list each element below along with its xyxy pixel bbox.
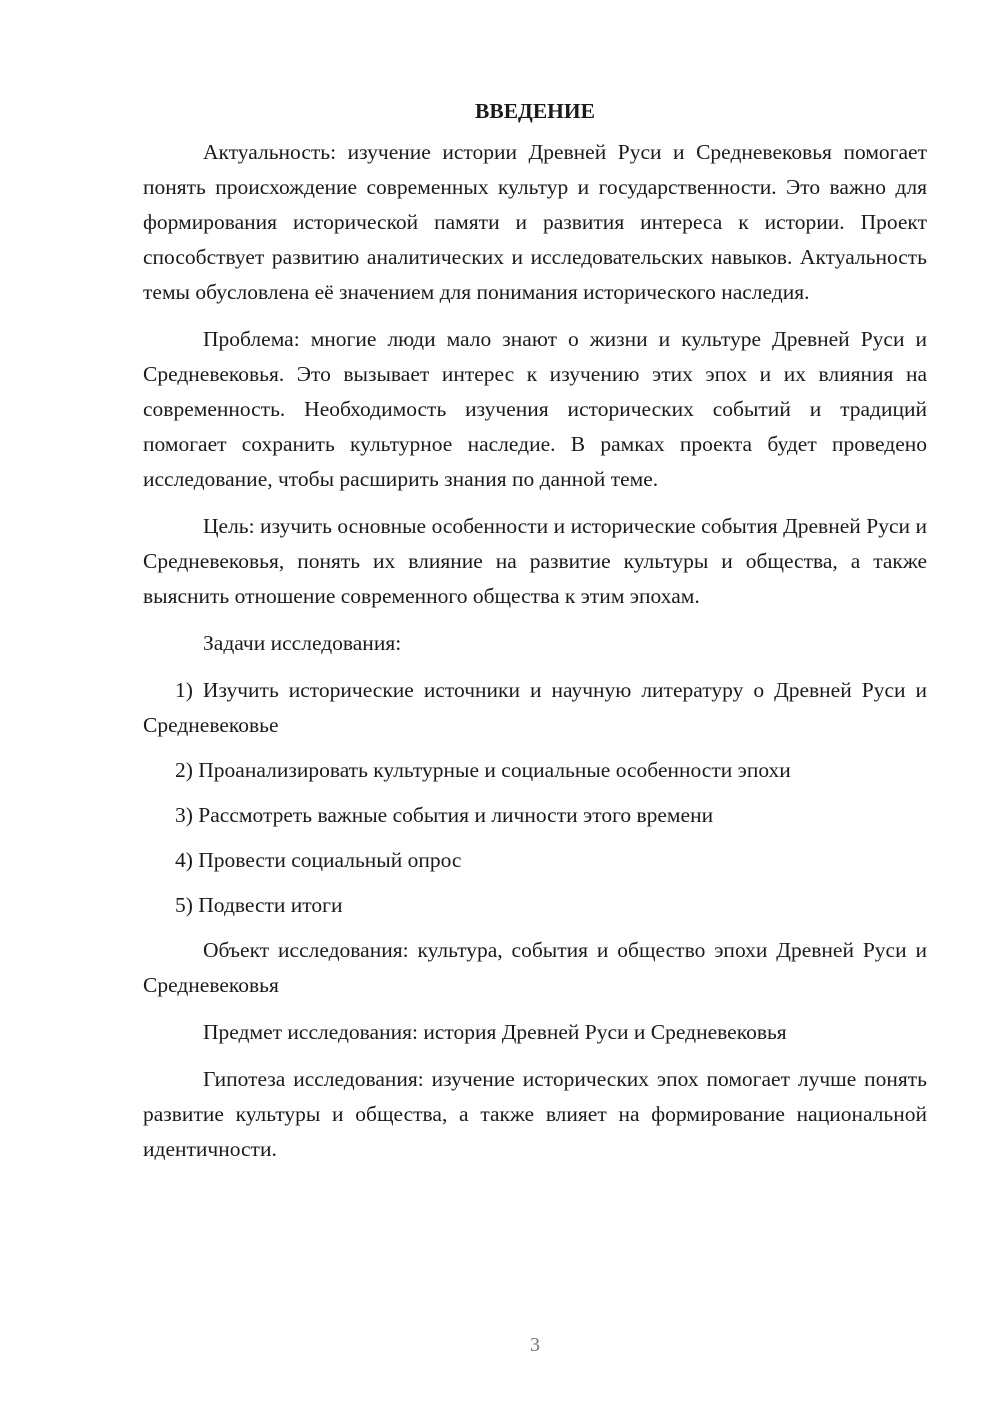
subject-paragraph: Предмет исследования: история Древней Руси и Средневековья	[203, 1020, 787, 1044]
page-number: 3	[530, 1334, 540, 1356]
hypothesis-paragraph: Гипотеза исследования: изучение исторических эпох помогает лучше понять развитие культуры и общества, а также влияет на формирование национальной идентичности.	[143, 1067, 927, 1161]
task-item: 5) Подвести итоги	[175, 893, 343, 917]
problem-paragraph: Проблема: многие люди мало знают о жизни и культуре Древней Руси и Средневековья. Это вызывает интерес к изучению этих эпох и их влияния на современность. Необходимость изучения исторических событий и традиций помогает сохранить культурное наследие. В рамках проекта будет проведено исследование, чтобы расширить знания по данной теме.	[143, 327, 927, 491]
task-item: 4) Провести социальный опрос	[175, 848, 462, 872]
tasks-list	[143, 673, 927, 923]
object-paragraph: Объект исследования: культура, события и общество эпохи Древней Руси и Средневековья	[143, 938, 927, 997]
relevance-paragraph: Актуальность: изучение истории Древней Руси и Средневековья помогает понять происхождение современных культур и государственности. Это важно для формирования исторической памяти и развития интереса к истории. Проект способствует развитию аналитических и исследовательских навыков. Актуальность темы обусловлена её значением для понимания исторического наследия.	[143, 140, 927, 304]
task-item: 1) Изучить исторические источники и научную литературу о Древней Руси и Средневековье	[143, 678, 927, 737]
task-item: 3) Рассмотреть важные события и личности этого времени	[175, 803, 714, 827]
page-content	[143, 96, 927, 1179]
task-item: 2) Проанализировать культурные и социальные особенности эпохи	[175, 758, 791, 782]
goal-paragraph: Цель: изучить основные особенности и исторические события Древней Руси и Средневековья, понять их влияние на развитие культуры и общества, а также выяснить отношение современного общества к этим эпохам.	[143, 514, 927, 608]
tasks-heading: Задачи исследования:	[203, 631, 402, 655]
section-title: ВВЕДЕНИЕ	[475, 99, 595, 123]
